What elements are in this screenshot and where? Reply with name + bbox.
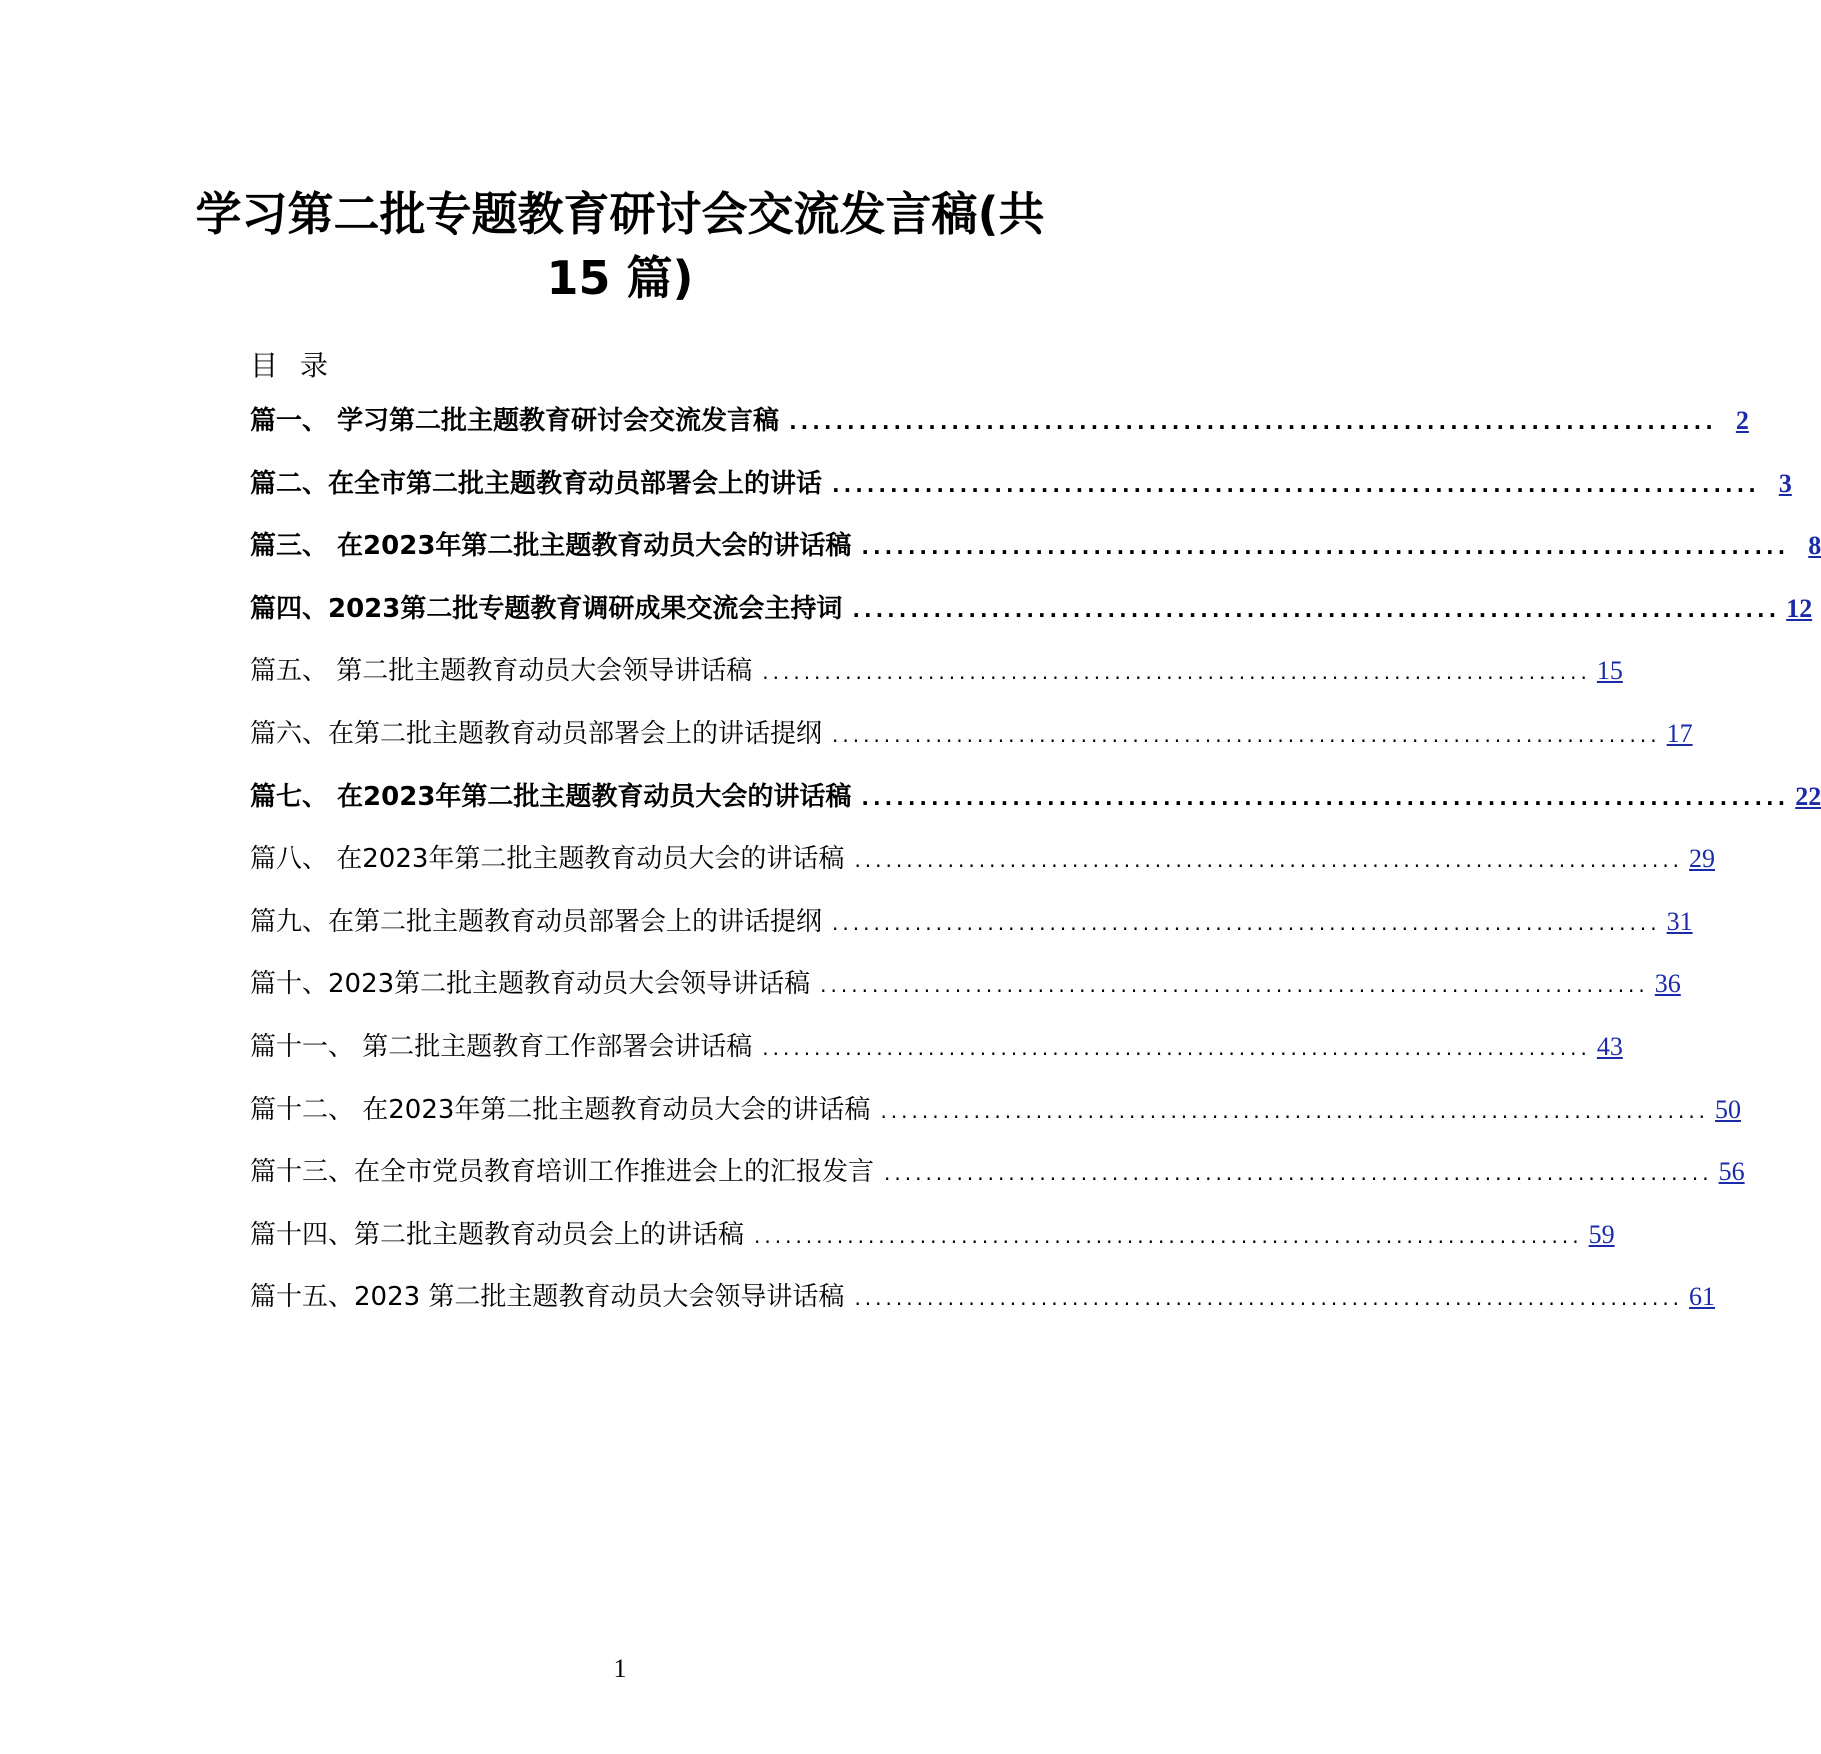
- toc-entry[interactable]: [250, 1026, 1623, 1066]
- toc-dot-leader: ................................................................................: [884, 1161, 1713, 1186]
- toc-entry-label: 篇十一、 第二批主题教育工作部署会讲话稿: [250, 1031, 753, 1062]
- toc-entry-label: 篇十四、第二批主题教育动员会上的讲话稿: [250, 1219, 745, 1250]
- toc-page-link[interactable]: 8: [1808, 531, 1821, 561]
- toc-entry[interactable]: [250, 1214, 1615, 1254]
- toc-entry-label: 篇六、在第二批主题教育动员部署会上的讲话提纲: [250, 718, 823, 749]
- toc-page-link[interactable]: 15: [1596, 656, 1623, 686]
- toc-dot-leader: ................................................................................: [762, 1035, 1591, 1060]
- toc-dot-leader: ................................................................................: [854, 1286, 1684, 1311]
- toc-dot-leader: ................................................................................: [832, 910, 1661, 935]
- toc-entry-label: 篇七、 在2023年第二批主题教育动员大会的讲话稿: [250, 781, 852, 812]
- toc-dot-leader: ................................................................................: [832, 722, 1661, 747]
- toc-entry-label: 篇三、 在2023年第二批主题教育动员大会的讲话稿: [250, 531, 852, 562]
- toc-page-link[interactable]: 50: [1715, 1094, 1742, 1124]
- page-number: 1: [613, 1654, 627, 1683]
- toc-page-link[interactable]: 61: [1689, 1282, 1716, 1312]
- toc-dot-leader: ................................................................................: [754, 1223, 1583, 1248]
- toc-page-link[interactable]: 17: [1666, 718, 1693, 748]
- toc-dot-leader: ................................................................................: [861, 535, 1790, 560]
- toc-page-link[interactable]: 43: [1596, 1031, 1623, 1061]
- toc-page-link[interactable]: 56: [1718, 1157, 1745, 1187]
- toc-heading: 目录: [250, 349, 351, 382]
- toc-entry-label: 篇九、在第二批主题教育动员部署会上的讲话提纲: [250, 906, 823, 937]
- toc-page-link[interactable]: 36: [1654, 969, 1681, 999]
- toc-dot-leader: ................................................................................: [861, 785, 1790, 810]
- toc-dot-leader: ................................................................................: [852, 597, 1781, 622]
- toc-dot-leader: ................................................................................: [832, 472, 1760, 497]
- toc-dot-leader: ................................................................................: [880, 1098, 1710, 1123]
- toc-entry[interactable]: [250, 1089, 1742, 1129]
- toc-dot-leader: ................................................................................: [762, 660, 1591, 685]
- toc-dot-leader: ................................................................................: [820, 973, 1649, 998]
- toc-entry[interactable]: [250, 650, 1623, 690]
- toc-entry-label: 篇五、 第二批主题教育动员大会领导讲话稿: [250, 656, 753, 687]
- title-line-2: 15 篇): [546, 251, 694, 305]
- toc-page-link[interactable]: 12: [1786, 593, 1813, 623]
- toc-dot-leader: ................................................................................: [789, 410, 1717, 434]
- toc-dot-leader: ................................................................................: [854, 848, 1684, 873]
- toc-entry[interactable]: [250, 463, 1792, 503]
- toc-entry[interactable]: [250, 963, 1681, 1003]
- toc-entry[interactable]: [250, 588, 1813, 628]
- title-line-1: 学习第二批专题教育研讨会交流发言稿(共: [195, 187, 1045, 241]
- toc-entry-label: 篇一、 学习第二批主题教育研讨会交流发言稿: [250, 406, 780, 436]
- toc-page-link[interactable]: 29: [1689, 844, 1716, 874]
- document-title: [140, 182, 1100, 310]
- toc-entry-label: 篇十三、在全市党员教育培训工作推进会上的汇报发言: [250, 1157, 875, 1188]
- toc-entry[interactable]: [250, 1276, 1716, 1316]
- toc-page-link[interactable]: 59: [1588, 1219, 1615, 1249]
- toc-entry[interactable]: [250, 838, 1716, 878]
- toc-entry[interactable]: [250, 901, 1693, 941]
- toc-entry-label: 篇十二、 在2023年第二批主题教育动员大会的讲话稿: [250, 1094, 871, 1125]
- toc-entry-label: 篇十五、2023 第二批主题教育动员大会领导讲话稿: [250, 1282, 845, 1313]
- toc-entry[interactable]: [250, 713, 1693, 753]
- toc-entry-label: 篇二、在全市第二批主题教育动员部署会上的讲话: [250, 468, 823, 499]
- table-of-contents: [250, 400, 1821, 1339]
- toc-entry[interactable]: [250, 525, 1821, 565]
- toc-entry[interactable]: [250, 1151, 1745, 1191]
- toc-page-link[interactable]: 3: [1778, 468, 1792, 498]
- toc-entry-label: 篇十、2023第二批主题教育动员大会领导讲话稿: [250, 969, 811, 1000]
- toc-page-link[interactable]: 22: [1795, 781, 1821, 811]
- toc-entry[interactable]: [250, 400, 1749, 440]
- toc-entry-label: 篇八、 在2023年第二批主题教育动员大会的讲话稿: [250, 844, 845, 875]
- toc-entry-label: 篇四、2023第二批专题教育调研成果交流会主持词: [250, 593, 843, 624]
- toc-entry[interactable]: [250, 776, 1821, 816]
- toc-page-link[interactable]: 31: [1666, 906, 1693, 936]
- toc-page-link[interactable]: 2: [1735, 406, 1749, 435]
